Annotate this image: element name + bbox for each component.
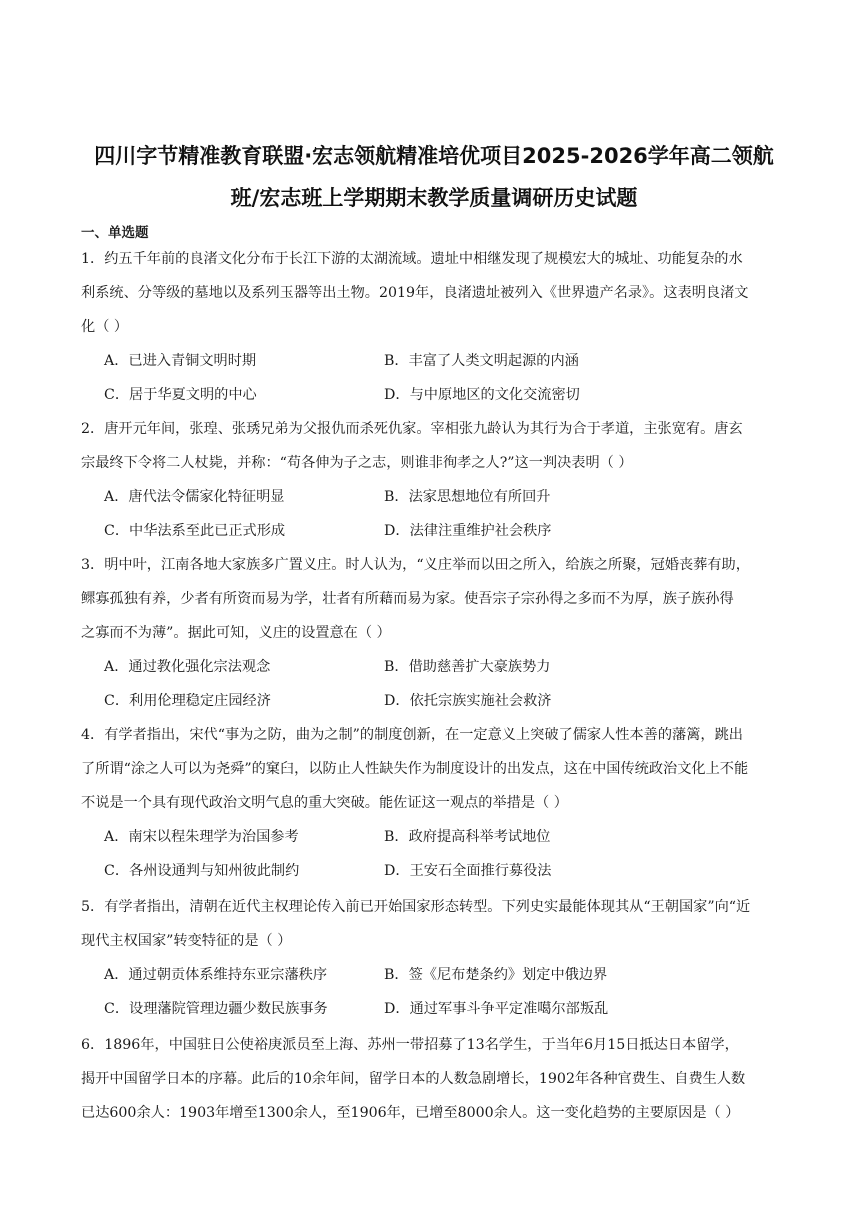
- question-3-line-2: 鳏寡孤独有养，少者有所资而易为学，壮者有所藉而易为家。使吾宗子宗孙得之多而不为厚，族子族孙得: [81, 591, 734, 607]
- question-4-option-d: D．王安石全面推行募役法: [384, 863, 552, 879]
- question-5-option-a: A．通过朝贡体系维持东亚宗藩秩序: [104, 967, 328, 983]
- question-6-line-1: 6．1896年，中国驻日公使裕庚派员至上海、苏州一带招募了13名学生，于当年6月15日抵达日本留学，: [81, 1037, 739, 1053]
- question-3-option-d: D．依托宗族实施社会救济: [384, 693, 552, 709]
- question-4-line-3: 不说是一个具有现代政治文明气息的重大突破。能佐证这一观点的举措是（ ）: [81, 795, 568, 811]
- question-3-option-c: C．利用伦理稳定庄园经济: [104, 693, 271, 709]
- exam-title-line-2: 班/宏志班上学期期末教学质量调研历史试题: [230, 186, 638, 210]
- question-4-option-a: A．南宋以程朱理学为治国参考: [104, 829, 299, 845]
- question-2-option-c: C．中华法系至此已正式形成: [104, 523, 286, 539]
- question-3-line-1: 3．明中叶，江南各地大家族多广置义庄。时人认为，“义庄举而以田之所入，给族之所聚，冠婚丧葬有助，: [81, 557, 750, 573]
- question-1-option-c: C．居于华夏文明的中心: [104, 387, 257, 403]
- question-1-option-b: B．丰富了人类文明起源的内涵: [384, 353, 579, 369]
- question-6-line-3: 已达600余人：1903年增至1300余人，至1906年，已增至8000余人。这一变化趋势的主要原因是（ ）: [81, 1105, 740, 1121]
- question-1-option-d: D．与中原地区的文化交流密切: [384, 387, 580, 403]
- exam-title-line-1: 四川字节精准教育联盟·宏志领航精准培优项目2025-2026学年高二领航: [94, 144, 774, 168]
- question-2-option-b: B．法家思想地位有所回升: [384, 489, 551, 505]
- question-5-option-d: D．通过军事斗争平定准噶尔部叛乱: [384, 1001, 609, 1017]
- question-1-line-1: 1．约五千年前的良渚文化分布于长江下游的太湖流域。遗址中相继发现了规模宏大的城址、功能复杂的水: [81, 251, 743, 267]
- question-5-option-b: B．签《尼布楚条约》划定中俄边界: [384, 967, 608, 983]
- question-5-option-c: C．设理藩院管理边疆少数民族事务: [104, 1001, 328, 1017]
- question-2-line-1: 2．唐开元年间，张瑝、张琇兄弟为父报仇而杀死仇家。宰相张九龄认为其行为合于孝道，主张宽宥。唐玄: [81, 421, 743, 437]
- question-1-option-a: A．已进入青铜文明时期: [104, 353, 257, 369]
- question-3-line-3: 之寡而不为薄”。据此可知，义庄的设置意在（ ）: [81, 625, 391, 641]
- section-heading: 一、单选题: [81, 225, 149, 241]
- question-2-option-d: D．法律注重维护社会秩序: [384, 523, 552, 539]
- question-6-line-2: 揭开中国留学日本的序幕。此后的10余年间，留学日本的人数急剧增长，1902年各种官费生、自费生人数: [81, 1071, 746, 1087]
- question-4-line-1: 4．有学者指出，宋代“事为之防，曲为之制”的制度创新，在一定意义上突破了儒家人性本善的藩篱，跳出: [81, 727, 743, 743]
- question-1-line-2: 利系统、分等级的墓地以及系列玉器等出土物。2019年，良渚遗址被列入《世界遗产名录》。这表明良渚文: [81, 285, 749, 301]
- question-4-option-b: B．政府提高科举考试地位: [384, 829, 551, 845]
- question-4-option-c: C．各州设通判与知州彼此制约: [104, 863, 300, 879]
- question-3-option-a: A．通过教化强化宗法观念: [104, 659, 271, 675]
- question-2-option-a: A．唐代法令儒家化特征明显: [104, 489, 285, 505]
- question-5-line-2: 现代主权国家”转变特征的是（ ）: [81, 933, 292, 949]
- question-4-line-2: 了所谓“涂之人可以为尧舜”的窠臼，以防止人性缺失作为制度设计的出发点，这在中国传统政治文化上不能: [81, 761, 749, 777]
- question-5-line-1: 5．有学者指出，清朝在近代主权理论传入前已开始国家形态转型。下列史实最能体现其从“王朝国家”向“近: [81, 899, 751, 915]
- question-1-line-3: 化（ ）: [81, 319, 129, 335]
- question-3-option-b: B．借助慈善扩大豪族势力: [384, 659, 551, 675]
- question-2-line-2: 宗最终下令将二人杖毙，并称：“苟各伸为子之志，则谁非徇孝之人?”这一判决表明（ ）: [81, 455, 633, 471]
